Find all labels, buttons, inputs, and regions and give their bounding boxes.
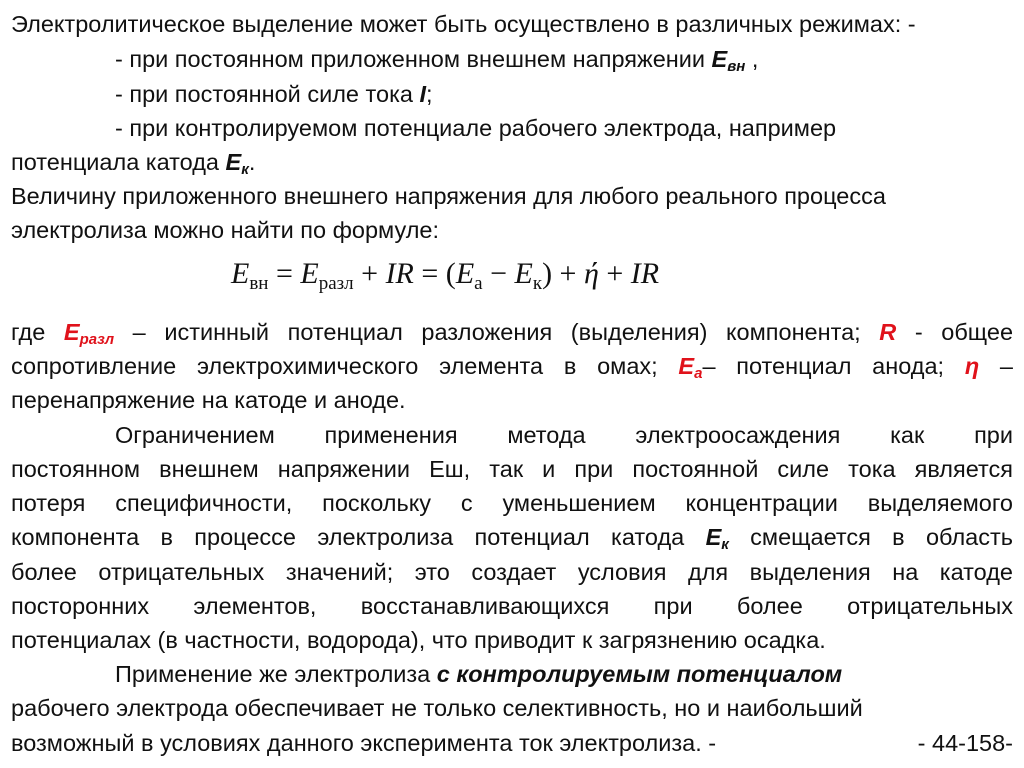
list-text: - при контролируемом потенциале рабочего электрода, например <box>115 115 837 141</box>
para3-line2 <box>11 691 1013 725</box>
para-text: компонента в процессе электролиза потенциал катода <box>11 524 706 550</box>
para-text: смещается в область <box>728 524 1013 550</box>
text-formula-intro: электролиза можно найти по формуле: <box>11 217 440 243</box>
list-item-constant-voltage <box>11 42 1013 76</box>
text-line-formula-intro <box>11 213 1013 247</box>
formula-term: E <box>300 257 319 290</box>
symbol-subscript: к <box>241 161 249 178</box>
symbol-subscript: вн <box>727 58 746 75</box>
formula-subscript: вн <box>249 273 269 294</box>
para3-line3 <box>11 726 1013 760</box>
para1-line1 <box>11 315 1013 349</box>
formula-term: E <box>455 257 475 290</box>
document-page <box>11 0 1013 768</box>
para-text: – <box>979 353 1013 379</box>
para1-line2 <box>11 349 1013 383</box>
para2-line3 <box>11 486 1013 520</box>
symbol-e-vn <box>711 46 746 75</box>
formula-term: E <box>231 257 250 290</box>
para-text: перенапряжение на катоде и аноде. <box>11 387 406 413</box>
formula-term: IR <box>630 257 660 290</box>
formula-subscript: а <box>474 273 483 294</box>
para-text: – потенциал анода; <box>702 353 965 379</box>
list-item-controlled-potential <box>11 111 1013 145</box>
para2-line7 <box>11 623 1013 657</box>
symbol-i: I <box>419 81 427 107</box>
symbol-e-k <box>705 524 729 553</box>
formula-term: IR <box>385 257 414 290</box>
formula-operator: = ( <box>413 257 456 290</box>
list-item-constant-current <box>11 77 1013 111</box>
para2-line5 <box>11 555 1013 589</box>
formula-operator: ) + <box>542 257 584 290</box>
para-text: потеря специфичности, поскольку с уменьшением концентрации выделяемого <box>11 490 1013 516</box>
para-text: потенциалах (в частности, водорода), что приводит к загрязнению осадка. <box>11 627 826 653</box>
symbol-r: R <box>879 319 897 345</box>
text-voltage-intro: Величину приложенного внешнего напряжения для любого реального процесса <box>11 183 886 209</box>
symbol-letter: E <box>225 149 242 175</box>
formula <box>231 252 659 296</box>
para2-line1 <box>11 418 1013 452</box>
para-text: – истинный потенциал разложения (выделения) компонента; <box>114 319 880 345</box>
symbol-letter: E <box>705 524 722 550</box>
symbol-letter: E <box>63 319 80 345</box>
para-text: Ограничением применения метода электроосаждения как при <box>115 422 1013 448</box>
para2-line6 <box>11 589 1013 623</box>
para-text: где <box>11 319 64 345</box>
list-text: - при постоянной силе тока <box>115 81 420 107</box>
para-text: посторонних элементов, восстанавливающихся при более отрицательных <box>11 593 1013 619</box>
formula-operator: + <box>598 257 631 290</box>
para-text: сопротивление электрохимического элемента в омах; <box>11 353 679 379</box>
formula-subscript: разл <box>318 273 354 294</box>
list-text: потенциала катода <box>11 149 226 175</box>
para-text: возможный в условиях данного эксперимента ток электролиза. - <box>11 730 717 756</box>
para2-line4 <box>11 520 1013 554</box>
list-punct: . <box>248 149 256 175</box>
text-intro: Электролитическое выделение может быть осуществлено в различных режимах: - <box>11 11 916 37</box>
para-text: Применение же электролиза <box>115 661 437 687</box>
para2-line2 <box>11 452 1013 486</box>
para-text: рабочего электрода обеспечивает не только селективность, но и наибольший <box>11 695 863 721</box>
formula-subscript: к <box>532 273 543 294</box>
formula-operator: − <box>482 257 515 290</box>
para1-line3 <box>11 383 1013 417</box>
text-line-cathode-potential <box>11 145 1013 179</box>
text-line-intro <box>11 7 1013 41</box>
symbol-subscript: а <box>694 365 703 382</box>
text-line-voltage-intro <box>11 179 1013 213</box>
symbol-subscript: разл <box>79 331 115 348</box>
para-text: более отрицательных значений; это создает условия для выделения на катоде <box>11 559 1013 585</box>
symbol-e-a <box>678 353 703 382</box>
list-punct: ; <box>426 81 433 107</box>
para3-line1 <box>11 657 1013 691</box>
symbol-subscript: к <box>721 536 729 553</box>
formula-term: ή <box>583 257 599 290</box>
para-text: постоянном внешнем напряжении Еш, так и при постоянной силе тока является <box>11 456 1013 482</box>
symbol-eta: η <box>964 353 980 379</box>
emphasis-controlled-potential: с контролируемым потенциалом <box>436 661 843 687</box>
symbol-e-k <box>225 149 249 178</box>
symbol-letter: E <box>678 353 695 379</box>
list-punct: , <box>745 46 759 72</box>
page-number: - 44-158- <box>917 730 1013 756</box>
formula-term: E <box>514 257 533 290</box>
formula-operator: = <box>268 257 301 290</box>
formula-operator: + <box>353 257 386 290</box>
para-text: - общее <box>896 319 1014 345</box>
symbol-letter: E <box>711 46 728 72</box>
list-text: - при постоянном приложенном внешнем напряжении <box>115 46 712 72</box>
symbol-e-razl <box>63 319 115 348</box>
